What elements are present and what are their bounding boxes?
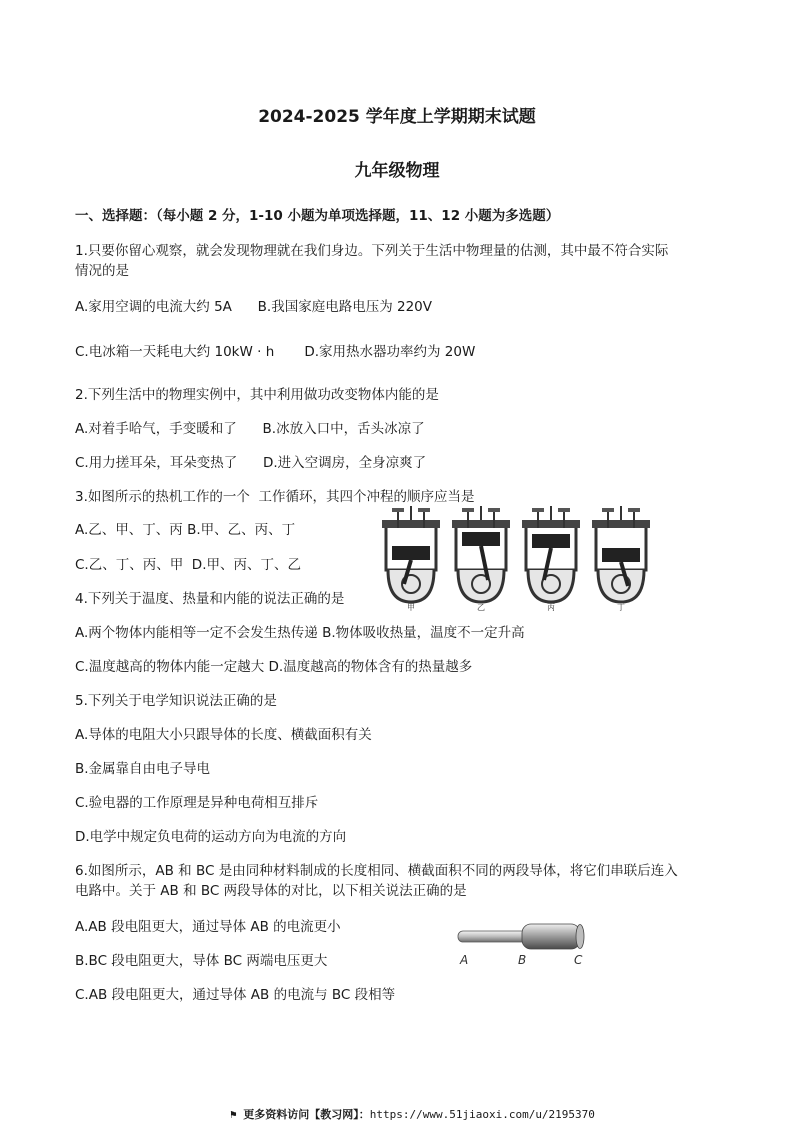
- footer-prefix: 更多资料访问【教习网】：: [243, 1108, 370, 1121]
- q1-options-cd: C.电冰箱一天耗电大约 10kW · h D.家用热水器功率约为 20W: [75, 344, 476, 360]
- q5-option-a: A.导体的电阻大小只跟导体的长度、横截面积有关: [75, 727, 372, 743]
- q6-option-b: B.BC 段电阻更大，导体 BC 两端电压更大: [75, 953, 328, 969]
- q6-option-c: C.AB 段电阻更大，通过导体 AB 的电流与 BC 段相等: [75, 987, 396, 1003]
- figure-label-yi: 乙: [477, 603, 485, 612]
- figure-label-ding: 丁: [617, 603, 625, 612]
- q3-options-cd: C.乙、丁、丙、甲 D.甲、丙、丁、乙: [75, 557, 301, 573]
- q2-stem: 2.下列生活中的物理实例中，其中利用做功改变物体内能的是: [75, 387, 439, 403]
- page-title: 2024-2025 学年度上学期期末试题: [258, 107, 536, 127]
- q6-option-a: A.AB 段电阻更大，通过导体 AB 的电流更小: [75, 919, 341, 935]
- figure-label-c: C: [574, 953, 583, 967]
- q4-options-ab: A.两个物体内能相等一定不会发生热传递 B.物体吸收热量，温度不一定升高: [75, 625, 525, 641]
- q4-stem: 4.下列关于温度、热量和内能的说法正确的是: [75, 591, 345, 607]
- figure-label-a: A: [460, 953, 469, 967]
- q6-stem-line1: 6.如图所示，AB 和 BC 是由同种材料制成的长度相同、横截面积不同的两段导体，将它们串联后连入: [75, 863, 678, 879]
- q5-option-c: C.验电器的工作原理是异种电荷相互排斥: [75, 795, 319, 811]
- q4-options-cd: C.温度越高的物体内能一定越大 D.温度越高的物体含有的热量越多: [75, 659, 473, 675]
- flag-icon: ⚑: [230, 1108, 237, 1121]
- q6-stem-line2: 电路中。关于 AB 和 BC 两段导体的对比，以下相关说法正确的是: [75, 883, 467, 899]
- q3-options-ab: A.乙、甲、丁、丙 B.甲、乙、丙、丁: [75, 522, 296, 538]
- footer: [230, 1108, 595, 1122]
- figure-label-jia: 甲: [407, 603, 415, 612]
- q2-options-ab: A.对着手哈气，手变暖和了 B.冰放入口中，舌头冰凉了: [75, 421, 425, 437]
- engine-strokes-figure: [380, 506, 660, 614]
- page-subtitle: 九年级物理: [354, 161, 440, 181]
- footer-link[interactable]: https://www.51jiaoxi.com/u/2195370: [369, 1108, 595, 1121]
- q2-options-cd: C.用力搓耳朵，耳朵变热了 D.进入空调房，全身凉爽了: [75, 455, 427, 471]
- q1-stem-line2: 情况的是: [75, 263, 129, 279]
- figure-label-b: B: [518, 953, 527, 967]
- q5-stem: 5.下列关于电学知识说法正确的是: [75, 693, 277, 709]
- q1-stem-line1: 1.只要你留心观察，就会发现物理就在我们身边。下列关于生活中物理量的估测，其中最不符合实际: [75, 243, 669, 259]
- q3-stem: 3.如图所示的热机工作的一个 工作循环，其四个冲程的顺序应当是: [75, 489, 475, 505]
- q1-options-ab: A.家用空调的电流大约 5A B.我国家庭电路电压为 220V: [75, 299, 432, 315]
- section-heading: 一、选择题：（每小题 2 分，1-10 小题为单项选择题，11、12 小题为多选题）: [75, 208, 560, 224]
- q5-option-b: B.金属靠自由电子导电: [75, 761, 211, 777]
- figure-label-bing: 丙: [547, 603, 555, 612]
- q5-option-d: D.电学中规定负电荷的运动方向为电流的方向: [75, 829, 347, 845]
- conductor-figure: [452, 918, 592, 970]
